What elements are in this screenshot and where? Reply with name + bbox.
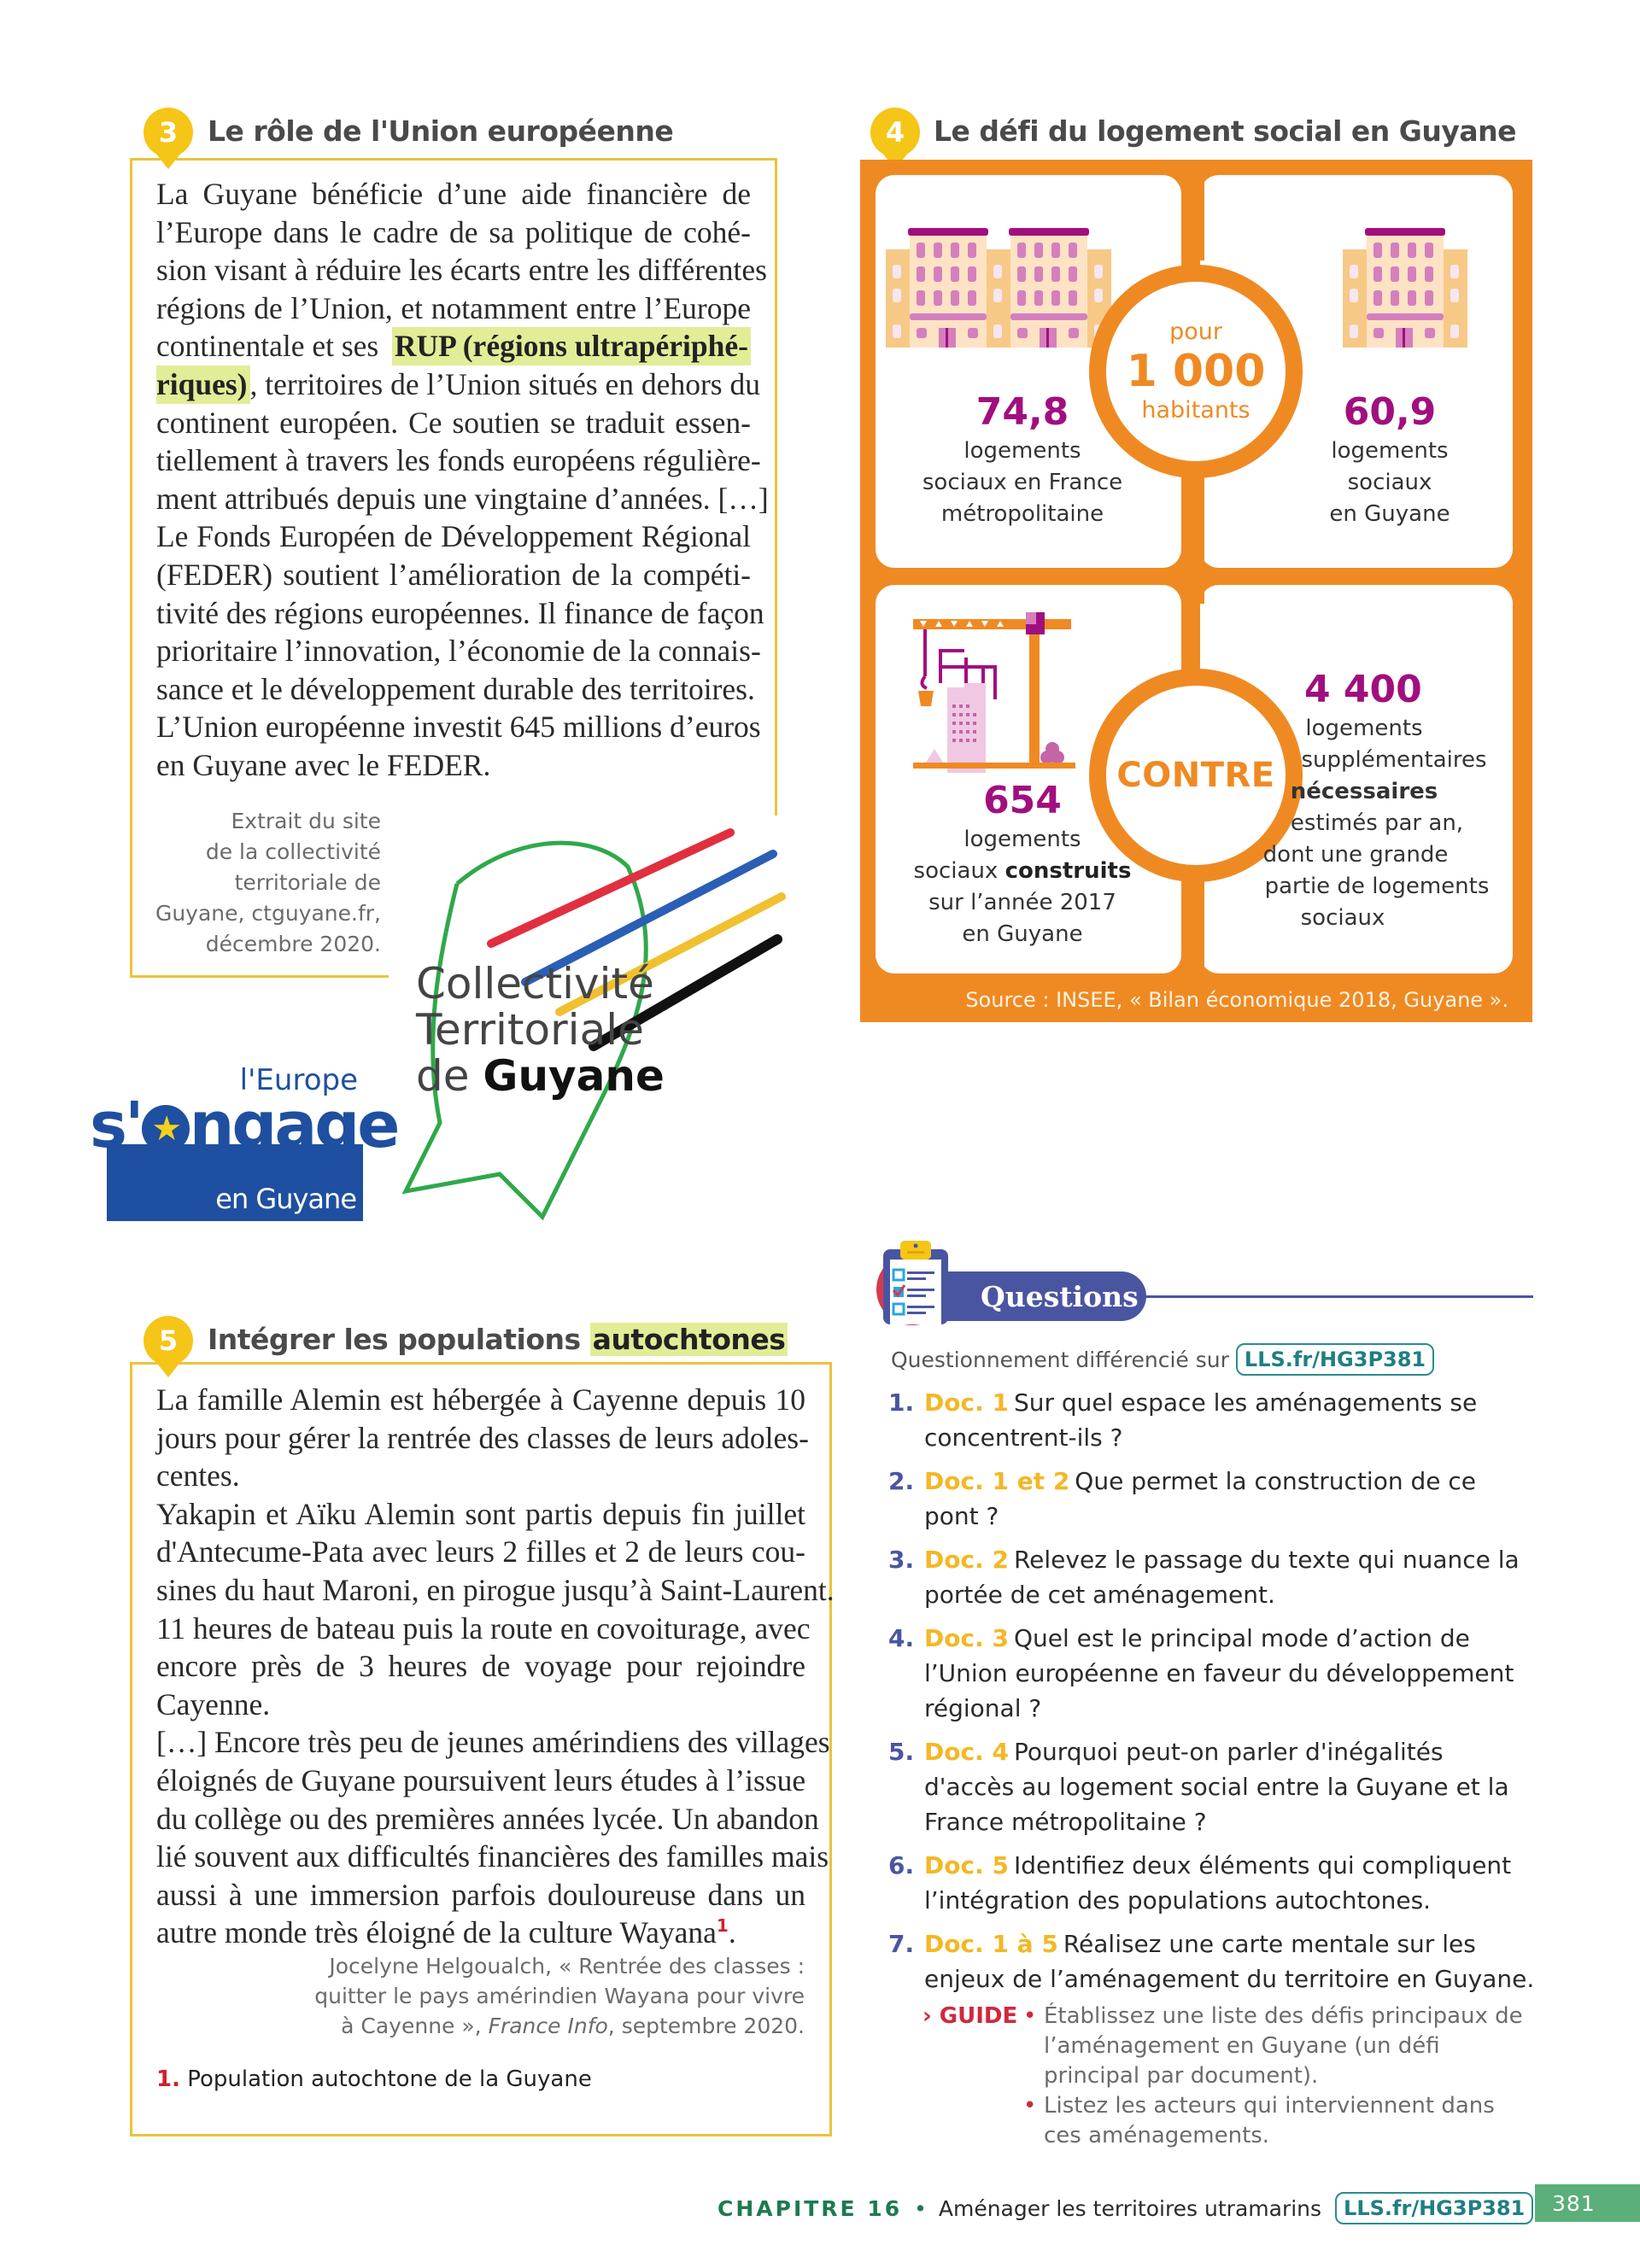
clipboard-checklist-icon: [871, 1234, 961, 1328]
doc3-rup-term-end: riques): [156, 365, 250, 404]
doc3-body: [156, 175, 769, 785]
stat-line: logements: [964, 438, 1081, 464]
question-text: Quel est le principal mode d’action de l’Union européenne en faveur du développement régional ?: [924, 1624, 1514, 1722]
page-number: 381: [1535, 2184, 1640, 2222]
question-item: [888, 1542, 1538, 1612]
stat-built-label: [877, 824, 1168, 950]
doc3-line: l’Europe dans le cadre de sa politique de cohé-: [156, 214, 751, 249]
question-doc-ref: Doc. 3: [924, 1624, 1009, 1652]
question-number: 3.: [888, 1546, 915, 1574]
doc3-line-part: , territoires de l’Union situés en dehors du: [249, 366, 760, 401]
doc3-source-line: Extrait du site: [231, 809, 381, 833]
footnote-text: Population autochtone de la Guyane: [179, 2066, 592, 2092]
footnote-marker: 1: [716, 1915, 729, 1937]
doc3-line: [156, 365, 760, 404]
doc5-source-line: [256, 2011, 805, 2041]
building-icon: [1343, 224, 1471, 352]
footer-separator: •: [914, 2195, 927, 2221]
question-item: [888, 1848, 1538, 1918]
buildings-icon: [886, 224, 1116, 352]
doc3-line: [156, 327, 751, 365]
ctg-logo-line: [416, 1053, 665, 1099]
ring-post-label: habitants: [1141, 397, 1250, 424]
doc5-source-line: quitter le pays amérindien Wayana pour vivre: [314, 1984, 805, 2008]
stat-line: sociaux en France: [922, 470, 1123, 495]
question-doc-ref: Doc. 2: [924, 1546, 1009, 1574]
doc5-line: […] Encore très peu de jeunes amérindiens des villages: [156, 1725, 830, 1760]
doc5-body: [156, 1381, 835, 1952]
questions-header: [871, 1234, 1533, 1328]
stat-line: sociaux: [1347, 470, 1432, 495]
doc5-line: d'Antecume-Pata avec leurs 2 filles et 2 de leurs cou-: [156, 1534, 805, 1569]
europe-logo-line2: [90, 1089, 397, 1162]
doc4-title: Le défi du logement social en Guyane: [934, 114, 1517, 148]
questions-list: [888, 1385, 1538, 2151]
europe-logo-s: s': [90, 1089, 142, 1162]
doc5-line: du collège ou des premières années lycée. Un abandon: [156, 1801, 819, 1836]
doc5-line: lié souvent aux difficultés financières des familles mais: [156, 1839, 829, 1874]
stat-line: nécessaires: [1290, 779, 1438, 804]
guide-item: • Listez les acteurs qui interviennent dans ces aménagements.: [1023, 2091, 1538, 2151]
stat-line: logements: [1305, 716, 1423, 741]
doc3-line: Le Fonds Européen de Développement Régional: [156, 519, 751, 554]
doc5-line: éloignés de Guyane poursuivent leurs études à l’issue: [156, 1762, 806, 1797]
ring-value: 1 000: [1126, 346, 1266, 397]
doc5-footnote: [156, 2066, 592, 2092]
doc5-period: .: [728, 1915, 736, 1950]
stat-line: [877, 856, 1168, 887]
question-doc-ref: Doc. 4: [924, 1738, 1009, 1766]
doc5-title-highlight: autochtones: [590, 1323, 788, 1356]
stat-line: estimés par an,: [1290, 810, 1464, 836]
eu-star-icon: ★: [142, 1105, 190, 1153]
stat-line: en Guyane: [1329, 501, 1450, 527]
stat-line-part: sociaux: [913, 858, 1005, 884]
stat-needed-label: [1245, 713, 1509, 934]
question-number: 5.: [888, 1738, 915, 1766]
question-doc-ref: Doc. 1: [924, 1388, 1009, 1417]
doc4-number: 4: [885, 116, 905, 149]
stat-france-value: 74,8: [975, 390, 1069, 434]
stat-line: logements: [964, 827, 1081, 852]
stat-line: métropolitaine: [940, 501, 1104, 527]
guide-label: › GUIDE: [922, 2003, 1018, 2029]
stat-guyane-label: [1287, 435, 1492, 530]
doc5-title: [208, 1323, 788, 1356]
question-text: Pourquoi peut-on parler d'inégalités d'accès au logement social entre la Guyane et la France métropolitaine ?: [924, 1738, 1509, 1836]
page-footer: [718, 2186, 1533, 2230]
guide-block: [922, 2002, 1538, 2151]
doc5-source-part: , septembre 2020.: [607, 2014, 805, 2038]
doc3-number-badge: [144, 108, 193, 157]
ring-connector: [1187, 877, 1204, 973]
doc3-line: sion visant à réduire les écarts entre les différentes: [156, 253, 767, 288]
doc3-title: Le rôle de l'Union européenne: [208, 114, 674, 148]
contre-label: CONTRE: [1116, 756, 1275, 795]
question-doc-ref: Doc. 1 à 5: [924, 1930, 1058, 1958]
chapter-title: Aménager les territoires utramarins: [938, 2195, 1322, 2221]
ctg-logo-guyane: Guyane: [483, 1051, 665, 1101]
doc3-line: tiellement à travers les fonds européens régulière-: [156, 443, 761, 478]
stat-built-value: 654: [983, 779, 1062, 822]
europe-logo-ngage: ngage: [189, 1089, 398, 1162]
lls-link[interactable]: LLS.fr/HG3P381: [1236, 1343, 1434, 1376]
doc4-number-badge: [870, 108, 920, 157]
question-text: Sur quel espace les aménagements se concentrent-ils ?: [924, 1388, 1478, 1452]
question-number: 6.: [888, 1851, 915, 1879]
stat-line: partie de logements: [1264, 874, 1490, 899]
doc3-source-line: territoriale de: [234, 870, 381, 895]
doc3-source-line: décembre 2020.: [205, 932, 381, 956]
question-item: [888, 1734, 1538, 1839]
question-doc-ref: Doc. 5: [924, 1851, 1009, 1879]
question-text: Que permet la construction de ce pont ?: [924, 1467, 1476, 1530]
doc3-line-part: continentale et ses: [156, 329, 387, 364]
questions-title: Questions: [981, 1279, 1139, 1313]
stat-needed-value: 4 400: [1304, 668, 1422, 711]
doc3-source: [145, 806, 381, 960]
doc3-line: continent européen. Ce soutien se traduit essen-: [156, 405, 751, 440]
ring-connector: [1187, 467, 1204, 604]
doc5-source-part: à Cayenne »,: [341, 2014, 489, 2038]
doc5-number: 5: [158, 1324, 179, 1357]
question-text: Relevez le passage du texte qui nuance la portée de cet aménagement.: [924, 1546, 1520, 1609]
doc5-line: Yakapin et Aïku Alemin sont partis depuis fin juillet: [156, 1496, 805, 1531]
ctg-logo-de: de: [416, 1051, 483, 1101]
footer-lls-link[interactable]: LLS.fr/HG3P381: [1335, 2192, 1533, 2224]
doc3-source-line: Guyane, ctguyane.fr,: [155, 901, 381, 926]
doc5-line: aussi à une immersion parfois douloureuse dans un: [156, 1877, 805, 1912]
guide-list: [1023, 2002, 1538, 2151]
doc3-line: sance et le développement durable des territoires.: [156, 671, 755, 706]
doc3-line: L’Union européenne investit 645 millions d’euros: [156, 710, 761, 745]
questions-intro: [891, 1343, 1434, 1376]
doc5-line: 11 heures de bateau puis la route en covoiturage, avec: [156, 1610, 811, 1645]
chapter-label: CHAPITRE 16: [718, 2195, 903, 2221]
question-item: [888, 1464, 1538, 1534]
questions-intro-text: Questionnement différencié sur: [891, 1347, 1229, 1372]
question-item: [888, 1385, 1538, 1455]
stat-line: en Guyane: [962, 921, 1083, 947]
ctg-logo-line: Collectivité: [416, 959, 654, 1008]
doc3-number: 3: [158, 116, 179, 149]
doc5-source: [256, 1951, 805, 2041]
footnote-number: 1.: [156, 2066, 180, 2092]
question-number: 2.: [888, 1467, 915, 1495]
doc3-source-line: de la collectivité: [205, 839, 381, 864]
europe-logo-line1: l'Europe: [239, 1063, 358, 1097]
europe-logo-line3: en Guyane: [215, 1183, 356, 1215]
doc5-line: La famille Alemin est hébergée à Cayenne depuis 10: [156, 1382, 805, 1417]
question-number: 7.: [888, 1930, 915, 1958]
question-number: 1.: [888, 1388, 915, 1417]
doc5-line: sines du haut Maroni, en pirogue jusqu’à Saint-Laurent.: [156, 1572, 835, 1607]
doc3-line: régions de l’Union, et notamment entre l’Europe: [156, 290, 751, 325]
doc3-line: La Guyane bénéficie d’une aide financière de: [156, 177, 751, 211]
stat-line: sociaux: [1300, 905, 1385, 931]
question-doc-ref: Doc. 1 et 2: [924, 1467, 1070, 1495]
question-number: 4.: [888, 1624, 915, 1652]
stat-line-bold: construits: [1004, 858, 1132, 884]
stat-line: logements: [1331, 438, 1449, 464]
questions-rule: [1145, 1295, 1533, 1298]
doc5-title-plain: Intégrer les populations: [208, 1323, 590, 1356]
stat-guyane-value: 60,9: [1343, 390, 1437, 434]
doc4-source: Source : INSEE, « Bilan économique 2018, Guyane ».: [965, 988, 1508, 1012]
doc5-line: [156, 1914, 805, 1952]
doc5-line-part: autre monde très éloigné de la culture Wayana: [156, 1915, 717, 1950]
doc3-rup-term: RUP (régions ultrapériphé-: [392, 327, 751, 365]
doc3-line: en Guyane avec le FEDER.: [156, 747, 491, 782]
doc5-number-badge: [144, 1316, 193, 1365]
ctg-logo-line: Territoriale: [416, 1005, 644, 1055]
stat-france-label: [877, 435, 1168, 530]
ctg-logo-text: [416, 961, 665, 1099]
stat-line: supplémentaires: [1301, 747, 1487, 773]
doc5-line: encore près de 3 heures de voyage pour rejoindre: [156, 1649, 805, 1684]
stat-line: dont une grande: [1262, 842, 1449, 868]
doc3-line: ment attribués depuis une vingtaine d’années. […]: [156, 481, 769, 516]
guide-item: • Établissez une liste des défis principaux de l’aménagement en Guyane (un défi principal par document).: [1023, 2002, 1538, 2091]
doc5-source-publication: France Info: [488, 2014, 608, 2038]
doc5-line: Cayenne.: [156, 1686, 271, 1721]
doc3-line: (FEDER) soutient l’amélioration de la compéti-: [156, 557, 751, 592]
ctg-logo: [389, 815, 824, 1225]
doc3-line: tivité des régions européennes. Il finance de façon: [156, 595, 764, 630]
doc4-infographic: [860, 160, 1532, 1022]
ring-pre-label: pour: [1169, 319, 1222, 345]
construction-crane-icon: [913, 611, 1075, 773]
question-item: [888, 1926, 1538, 1996]
question-text: Réalisez une carte mentale sur les enjeux de l’aménagement du territoire en Guyane.: [924, 1930, 1535, 1993]
doc5-line: centes.: [156, 1458, 240, 1493]
question-text: Identifiez deux éléments qui compliquent l’intégration des populations autochtones.: [924, 1851, 1512, 1914]
ring-connector: [1187, 175, 1204, 260]
doc3-line: prioritaire l’innovation, l’économie de la connais-: [156, 634, 761, 669]
doc5-source-line: Jocelyne Helgoualch, « Rentrée des classes :: [329, 1954, 805, 1979]
stat-line: sur l’année 2017: [928, 890, 1116, 915]
doc5-line: jours pour gérer la rentrée des classes de leurs adoles-: [156, 1420, 809, 1455]
question-item: [888, 1621, 1538, 1726]
europe-engage-logo: [90, 1063, 398, 1221]
